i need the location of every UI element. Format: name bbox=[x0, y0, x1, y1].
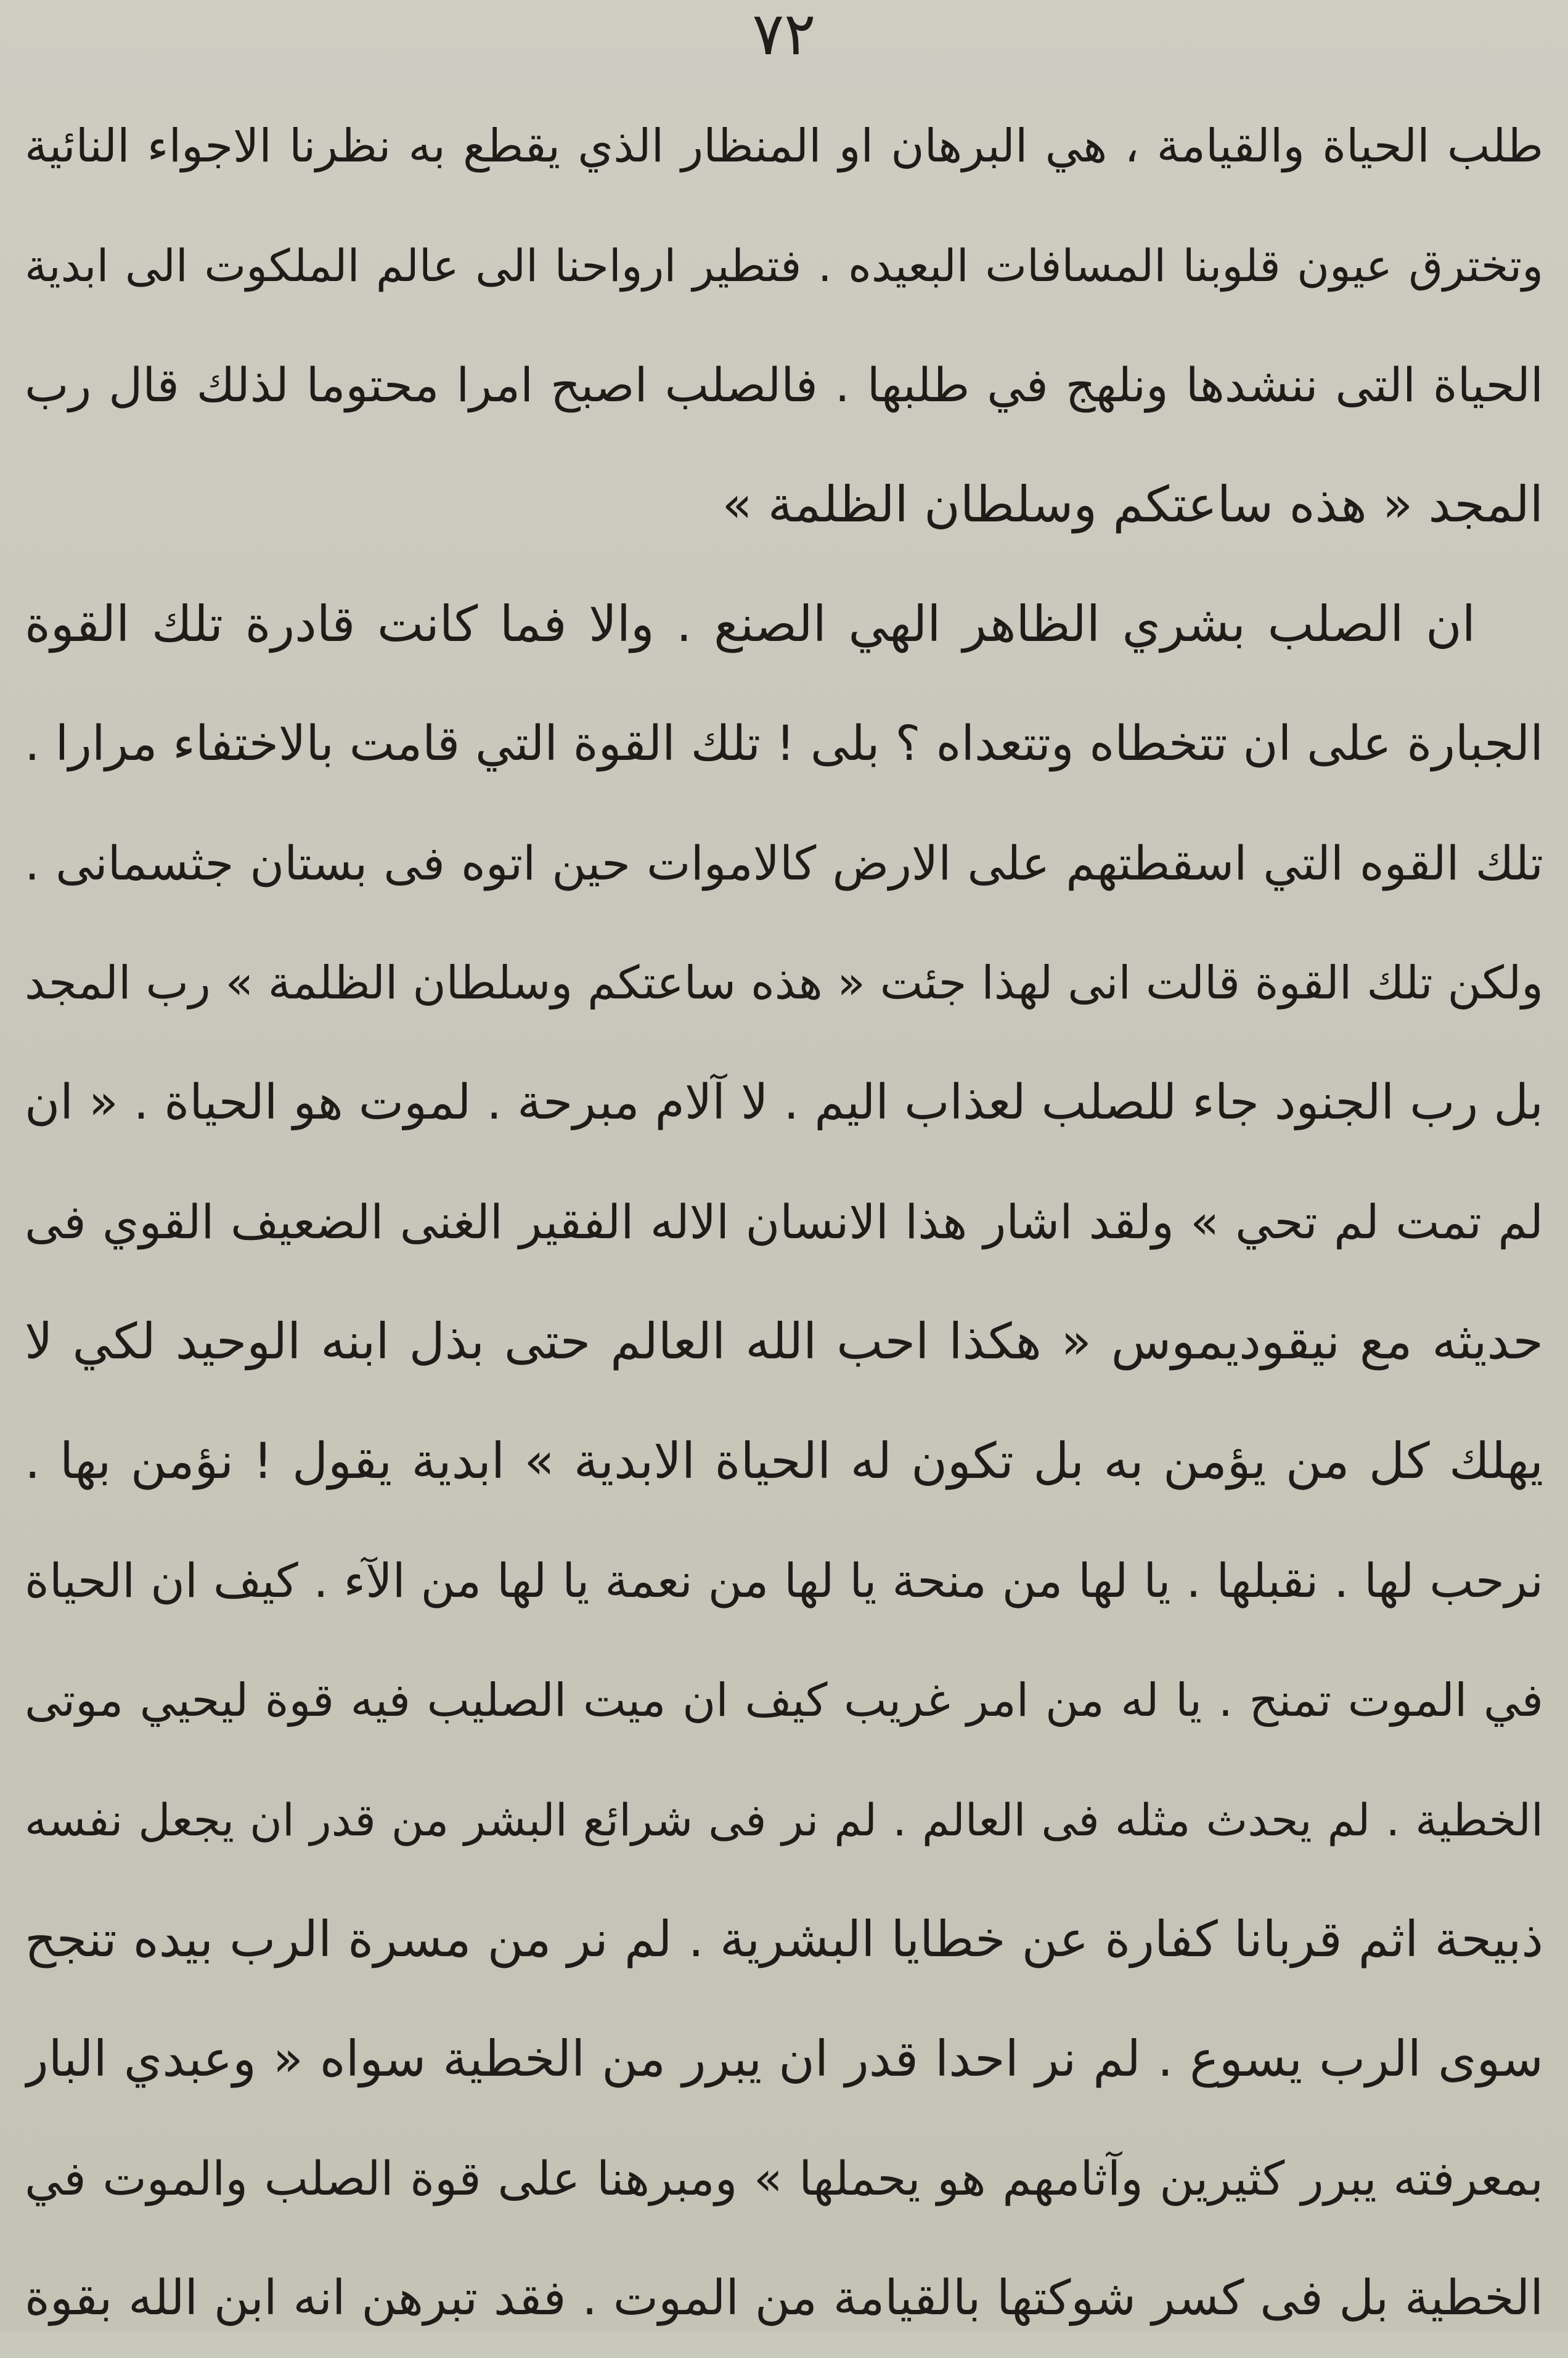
text-line: المجد « هذه ساعتكم وسلطان الظلمة » bbox=[722, 476, 1543, 533]
page-number: ٧٢ bbox=[752, 0, 816, 68]
text-line: الخطية . لم يحدث مثله فى العالم . لم نر فى شرائع البشر من قدر ان يجعل نفسه bbox=[25, 1794, 1543, 1846]
text-line: ذبيحة اثم قربانا كفارة عن خطايا البشرية . لم نر من مسرة الرب بيده تنجح bbox=[25, 1911, 1543, 1968]
text-line: الجبارة على ان تتخطاه وتتعداه ؟ بلى ! تلك القوة التي قامت بالاختفاء مرارا . bbox=[25, 716, 1543, 772]
text-line: الحياة التى ننشدها ونلهج في طلبها . فالصلب اصبح امرا محتوما لذلك قال رب bbox=[25, 357, 1543, 412]
text-line: حديثه مع نيقوديموس « هكذا احب الله العالم حتى بذل ابنه الوحيد لكي لا bbox=[25, 1313, 1543, 1370]
text-line: ولكن تلك القوة قالت انى لهذا جئت « هذه ساعتكم وسلطان الظلمة » رب المجد bbox=[25, 957, 1543, 1010]
text-line: بمعرفته يبرر كثيرين وآثامهم هو يحملها » ومبرهنا على قوة الصلب والموت في bbox=[25, 2151, 1543, 2206]
text-line: نرحب لها . نقبلها . يا لها من منحة يا لها من نعمة يا لها من الآء . كيف ان الحياة bbox=[25, 1553, 1543, 1608]
text-line: طلب الحياة والقيامة ، هي البرهان او المنظار الذي يقطع به نظرنا الاجواء النائية bbox=[25, 120, 1543, 173]
text-line: بل رب الجنود جاء للصلب لعذاب اليم . لا آلام مبرحة . لموت هو الحياة . « ان bbox=[25, 1075, 1543, 1130]
text-line: لم تمت لم تحي » ولقد اشار هذا الانسان الاله الفقير الغنى الضعيف القوي فى bbox=[25, 1194, 1543, 1249]
body-text bbox=[25, 86, 1543, 2358]
text-line: ان الصلب بشري الظاهر الهي الصنع . والا فما كانت قادرة تلك القوة bbox=[25, 595, 1476, 653]
text-line: تلك القوه التي اسقطتهم على الارض كالاموات حين اتوه فى بستان جثسمانى . bbox=[25, 836, 1543, 891]
text-line: في الموت تمنح . يا له من امر غريب كيف ان ميت الصليب فيه قوة ليحيي موتى bbox=[25, 1674, 1543, 1727]
text-line: الخطية بل فى كسر شوكتها بالقيامة من الموت . فقد تبرهن انه ابن الله بقوة bbox=[25, 2270, 1543, 2326]
text-line: يهلك كل من يؤمن به بل تكون له الحياة الابدية » ابدية يقول ! نؤمن بها . bbox=[25, 1432, 1543, 1490]
text-line: وتخترق عيون قلوبنا المسافات البعيده . فتطير ارواحنا الى عالم الملكوت الى ابدية bbox=[25, 240, 1543, 292]
text-line: سوى الرب يسوع . لم نر احدا قدر ان يبرر من الخطية سواه « وعبدي البار bbox=[25, 2030, 1543, 2087]
